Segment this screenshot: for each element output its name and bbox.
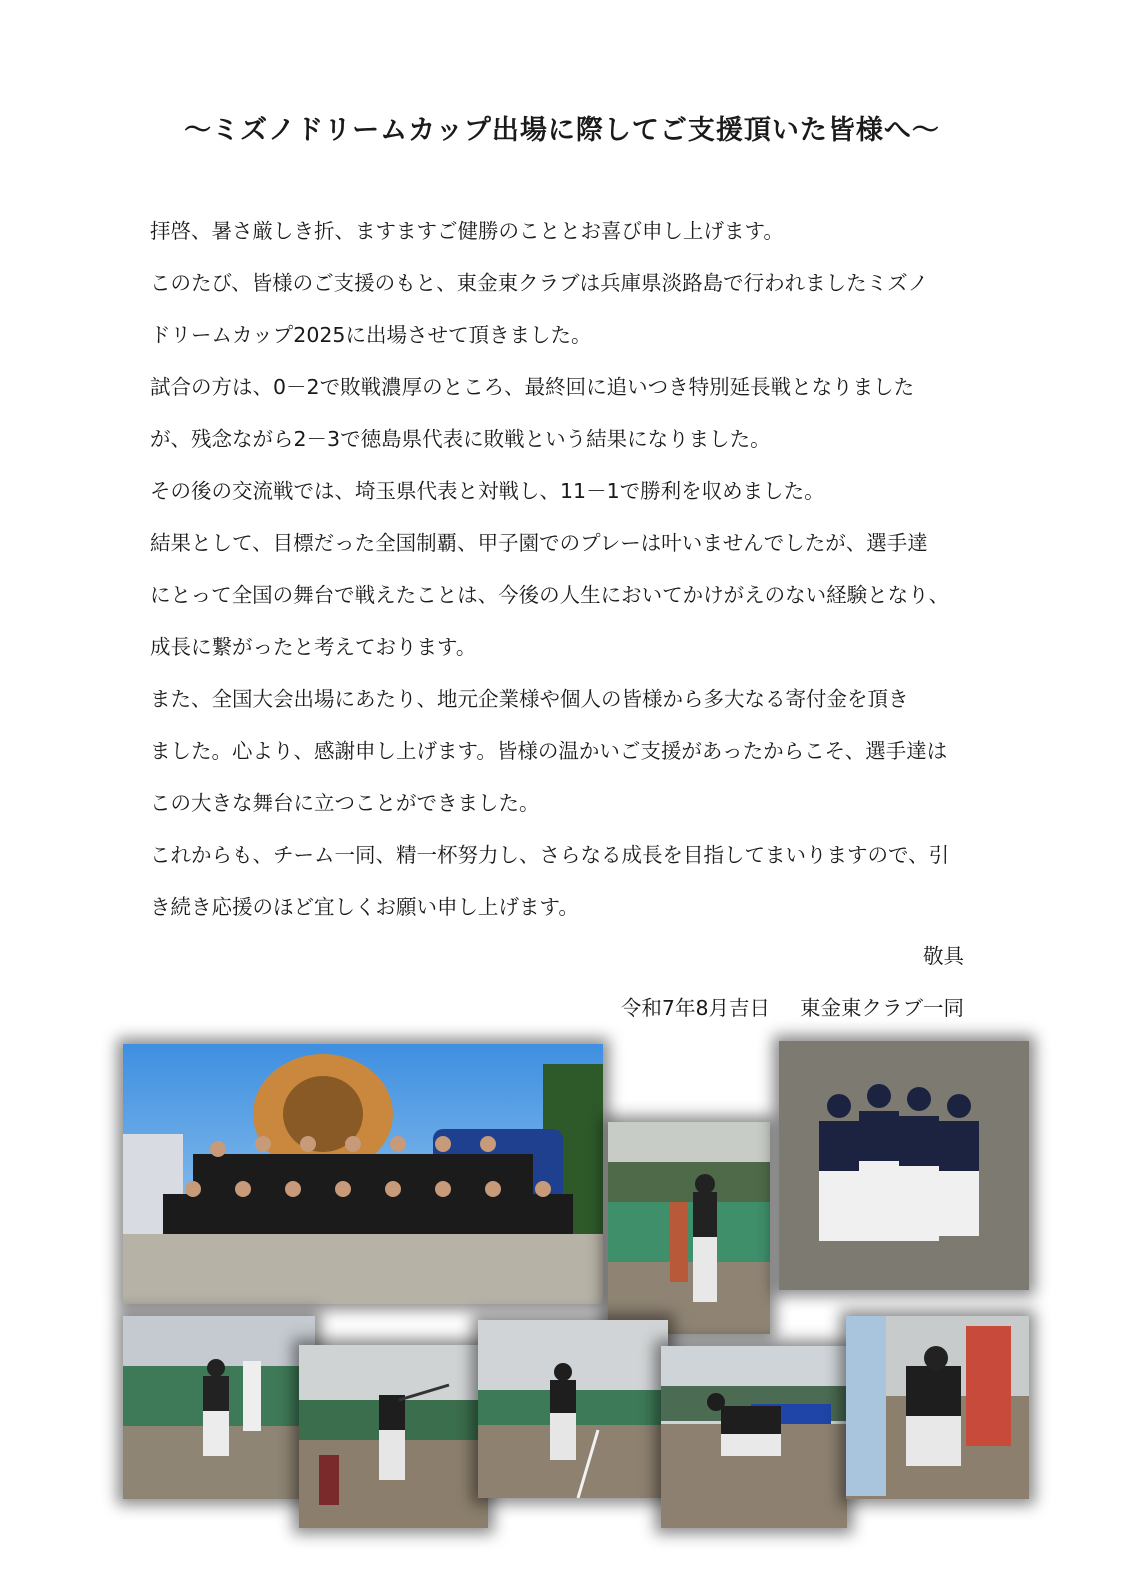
team-huddle-photo: [779, 1041, 1029, 1290]
paragraph-reflection: 結果として、目標だった全国制覇、甲子園でのプレーは叶いませんでしたが、選手達 にとって全国の舞台で戦えたことは、今後の人生においてかけがえのない経験となり、 成長に繋がったと考えております。: [150, 531, 950, 659]
paragraph-game-result: 試合の方は、0－2で敗戦濃厚のところ、最終回に追いつき特別延長戦となりました が、残念ながら2－3で徳島県代表に敗戦という結果になりました。: [150, 375, 915, 451]
pitcher-followthrough-photo: [661, 1346, 847, 1528]
paragraph-exchange-game: その後の交流戦では、埼玉県代表と対戦し、11－1で勝利を収めました。: [150, 479, 825, 503]
team-photo-glove-monument: [123, 1044, 603, 1304]
paragraph-greeting: 拝啓、暑さ厳しき折、ますますご健勝のこととお喜び申し上げます。: [150, 219, 784, 243]
letter-signature: 東金東クラブ一同: [800, 996, 964, 1020]
batter-swing-photo: [299, 1345, 488, 1528]
document-title: ～ミズノドリームカップ出場に際してご支援頂いた皆様へ～: [184, 115, 940, 146]
pitcher-windup-photo: [123, 1316, 315, 1499]
paragraph-future: これからも、チーム一同、精一杯努力し、さらなる成長を目指してまいりますので、引 き続き応援のほど宜しくお願い申し上げます。: [150, 843, 950, 919]
letter-body: [150, 205, 980, 933]
closing-word: 敬具: [923, 944, 964, 968]
letter-date: 令和7年8月吉日: [620, 996, 770, 1020]
paragraph-participation: このたび、皆様のご支援のもと、東金東クラブは兵庫県淡路島で行われましたミズノ ドリームカップ2025に出場させて頂きました。: [150, 271, 929, 347]
runner-base-photo: [478, 1320, 668, 1498]
player-fist-pump-photo: [608, 1122, 770, 1334]
catcher-photo: [846, 1316, 1029, 1499]
paragraph-thanks: また、全国大会出場にあたり、地元企業様や個人の皆様から多大なる寄付金を頂き ました。心より、感謝申し上げます。皆様の温かいご支援があったからこそ、選手達は この大きな舞台に立つことができました。: [150, 687, 948, 815]
signature-line: [591, 982, 964, 1034]
